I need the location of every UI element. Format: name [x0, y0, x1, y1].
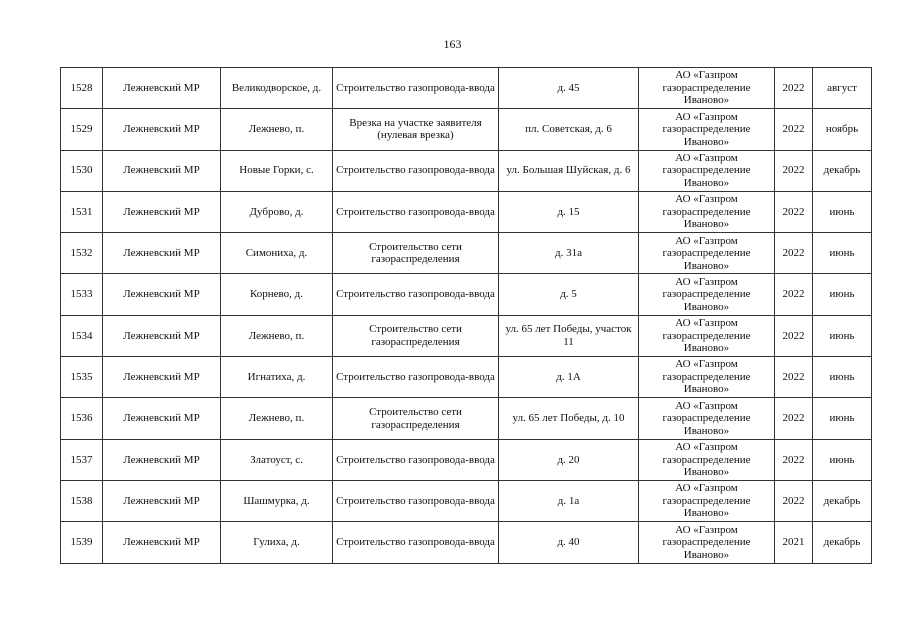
organization-cell: АО «Газпром газораспределение Иваново»: [639, 398, 775, 439]
year-cell: 2022: [775, 191, 813, 232]
settlement-cell: Лежнево, п.: [221, 109, 333, 150]
year-cell: 2022: [775, 315, 813, 356]
month-cell: июнь: [813, 191, 872, 232]
organization-cell: АО «Газпром газораспределение Иваново»: [639, 315, 775, 356]
row-number-cell: 1535: [61, 357, 103, 398]
organization-cell: АО «Газпром газораспределение Иваново»: [639, 480, 775, 521]
organization-cell: АО «Газпром газораспределение Иваново»: [639, 439, 775, 480]
table-row: [61, 398, 872, 439]
district-cell: Лежневский МР: [103, 233, 221, 274]
organization-cell: АО «Газпром газораспределение Иваново»: [639, 150, 775, 191]
row-number-cell: 1533: [61, 274, 103, 315]
table-row: [61, 357, 872, 398]
district-cell: Лежневский МР: [103, 150, 221, 191]
month-cell: июнь: [813, 274, 872, 315]
work-type-cell: Строительство газопровода-ввода: [333, 522, 499, 563]
year-cell: 2022: [775, 357, 813, 398]
settlement-cell: Златоуст, с.: [221, 439, 333, 480]
row-number-cell: 1531: [61, 191, 103, 232]
district-cell: Лежневский МР: [103, 439, 221, 480]
table-row: [61, 274, 872, 315]
month-cell: июнь: [813, 398, 872, 439]
table-row: [61, 150, 872, 191]
row-number-cell: 1536: [61, 398, 103, 439]
district-cell: Лежневский МР: [103, 109, 221, 150]
organization-cell: АО «Газпром газораспределение Иваново»: [639, 109, 775, 150]
row-number-cell: 1530: [61, 150, 103, 191]
table-row: [61, 315, 872, 356]
settlement-cell: Лежнево, п.: [221, 315, 333, 356]
work-type-cell: Строительство газопровода-ввода: [333, 191, 499, 232]
month-cell: ноябрь: [813, 109, 872, 150]
row-number-cell: 1538: [61, 480, 103, 521]
organization-cell: АО «Газпром газораспределение Иваново»: [639, 233, 775, 274]
row-number-cell: 1532: [61, 233, 103, 274]
settlement-cell: Шашмурка, д.: [221, 480, 333, 521]
table-row: [61, 68, 872, 109]
address-cell: д. 15: [499, 191, 639, 232]
row-number-cell: 1529: [61, 109, 103, 150]
table-row: [61, 522, 872, 563]
organization-cell: АО «Газпром газораспределение Иваново»: [639, 191, 775, 232]
year-cell: 2022: [775, 150, 813, 191]
table-row: [61, 191, 872, 232]
organization-cell: АО «Газпром газораспределение Иваново»: [639, 68, 775, 109]
district-cell: Лежневский МР: [103, 274, 221, 315]
table-body: [61, 68, 872, 564]
work-type-cell: Строительство газопровода-ввода: [333, 150, 499, 191]
district-cell: Лежневский МР: [103, 191, 221, 232]
work-type-cell: Строительство газопровода-ввода: [333, 480, 499, 521]
table-row: [61, 480, 872, 521]
work-type-cell: Строительство газопровода-ввода: [333, 439, 499, 480]
settlement-cell: Великодворское, д.: [221, 68, 333, 109]
settlement-cell: Корнево, д.: [221, 274, 333, 315]
table-row: [61, 233, 872, 274]
page-number: 163: [443, 37, 462, 51]
row-number-cell: 1537: [61, 439, 103, 480]
month-cell: июнь: [813, 233, 872, 274]
work-type-cell: Строительство сети газораспределения: [333, 233, 499, 274]
address-cell: ул. Большая Шуйская, д. 6: [499, 150, 639, 191]
table-row: [61, 109, 872, 150]
settlement-cell: Игнатиха, д.: [221, 357, 333, 398]
row-number-cell: 1539: [61, 522, 103, 563]
year-cell: 2022: [775, 109, 813, 150]
month-cell: декабрь: [813, 480, 872, 521]
month-cell: декабрь: [813, 522, 872, 563]
address-cell: д. 1а: [499, 480, 639, 521]
work-type-cell: Строительство газопровода-ввода: [333, 357, 499, 398]
gasification-table: [60, 67, 872, 564]
row-number-cell: 1528: [61, 68, 103, 109]
row-number-cell: 1534: [61, 315, 103, 356]
address-cell: ул. 65 лет Победы, участок 11: [499, 315, 639, 356]
organization-cell: АО «Газпром газораспределение Иваново»: [639, 274, 775, 315]
year-cell: 2022: [775, 233, 813, 274]
organization-cell: АО «Газпром газораспределение Иваново»: [639, 522, 775, 563]
address-cell: ул. 65 лет Победы, д. 10: [499, 398, 639, 439]
year-cell: 2021: [775, 522, 813, 563]
district-cell: Лежневский МР: [103, 522, 221, 563]
address-cell: д. 5: [499, 274, 639, 315]
address-cell: д. 20: [499, 439, 639, 480]
address-cell: д. 45: [499, 68, 639, 109]
district-cell: Лежневский МР: [103, 398, 221, 439]
organization-cell: АО «Газпром газораспределение Иваново»: [639, 357, 775, 398]
address-cell: д. 40: [499, 522, 639, 563]
district-cell: Лежневский МР: [103, 480, 221, 521]
year-cell: 2022: [775, 480, 813, 521]
district-cell: Лежневский МР: [103, 315, 221, 356]
month-cell: декабрь: [813, 150, 872, 191]
month-cell: июнь: [813, 439, 872, 480]
settlement-cell: Новые Горки, с.: [221, 150, 333, 191]
settlement-cell: Лежнево, п.: [221, 398, 333, 439]
year-cell: 2022: [775, 439, 813, 480]
work-type-cell: Строительство сети газораспределения: [333, 315, 499, 356]
address-cell: д. 31а: [499, 233, 639, 274]
year-cell: 2022: [775, 274, 813, 315]
settlement-cell: Гулиха, д.: [221, 522, 333, 563]
table-row: [61, 439, 872, 480]
month-cell: июнь: [813, 315, 872, 356]
work-type-cell: Строительство газопровода-ввода: [333, 274, 499, 315]
district-cell: Лежневский МР: [103, 357, 221, 398]
month-cell: июнь: [813, 357, 872, 398]
work-type-cell: Строительство газопровода-ввода: [333, 68, 499, 109]
address-cell: д. 1А: [499, 357, 639, 398]
work-type-cell: Врезка на участке заявителя (нулевая врезка): [333, 109, 499, 150]
work-type-cell: Строительство сети газораспределения: [333, 398, 499, 439]
district-cell: Лежневский МР: [103, 68, 221, 109]
settlement-cell: Дуброво, д.: [221, 191, 333, 232]
month-cell: август: [813, 68, 872, 109]
year-cell: 2022: [775, 68, 813, 109]
year-cell: 2022: [775, 398, 813, 439]
settlement-cell: Симониха, д.: [221, 233, 333, 274]
address-cell: пл. Советская, д. 6: [499, 109, 639, 150]
